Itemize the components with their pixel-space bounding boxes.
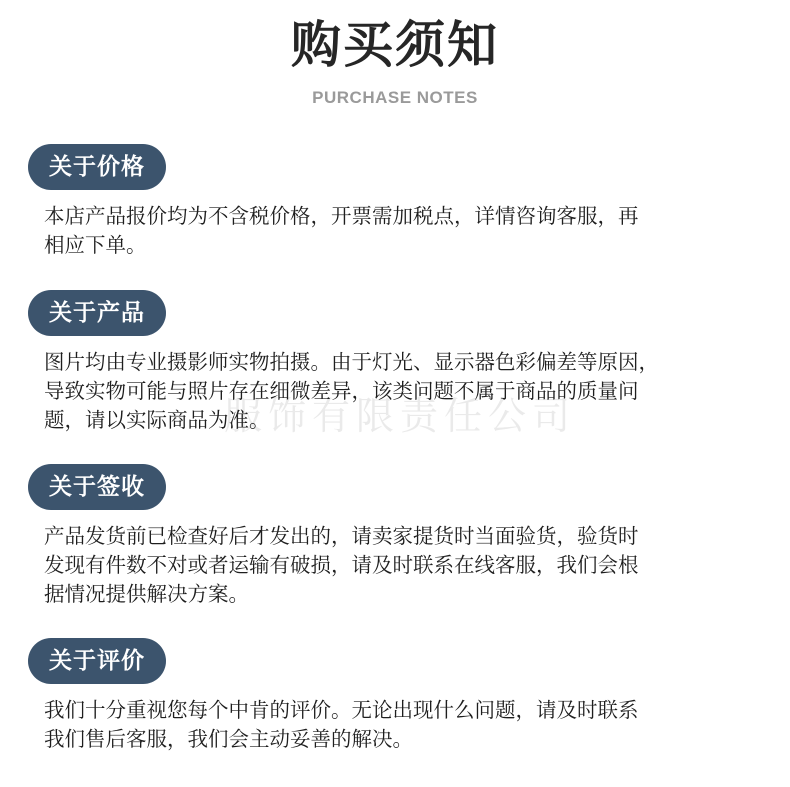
section-body-price bbox=[44, 202, 770, 260]
section-body-line: 我们十分重视您每个中肯的评价。无论出现什么问题，请及时联系 bbox=[44, 698, 639, 722]
section-label-product: 关于产品 bbox=[28, 290, 166, 336]
section-body-review bbox=[44, 696, 770, 754]
section-label-price: 关于价格 bbox=[28, 144, 166, 190]
page-subtitle: PURCHASE NOTES bbox=[312, 88, 478, 107]
section-body-line: 据情况提供解决方案。 bbox=[44, 582, 249, 606]
page-title: 购买须知 bbox=[291, 16, 499, 74]
section-body-line: 发现有件数不对或者运输有破损，请及时联系在线客服，我们会根 bbox=[44, 553, 639, 577]
section-body-line: 我们售后客服，我们会主动妥善的解决。 bbox=[44, 727, 413, 751]
section-body-product bbox=[44, 348, 770, 435]
section-body-receipt bbox=[44, 522, 770, 609]
section-body-line: 相应下单。 bbox=[44, 233, 147, 257]
section-body-line: 图片均由专业摄影师实物拍摄。由于灯光、显示器色彩偏差等原因， bbox=[44, 350, 659, 374]
section-body-line: 导致实物可能与照片存在细微差异，该类问题不属于商品的质量问 bbox=[44, 379, 639, 403]
watermark-text: 服饰有限责任公司 bbox=[223, 394, 576, 438]
section-body-line: 产品发货前已检查好后才发出的，请卖家提货时当面验货，验货时 bbox=[44, 524, 639, 548]
section-label-receipt: 关于签收 bbox=[28, 464, 166, 510]
section-body-line: 题，请以实际商品为准。 bbox=[44, 408, 270, 432]
section-label-review: 关于评价 bbox=[28, 638, 166, 684]
section-body-line: 本店产品报价均为不含税价格，开票需加税点，详情咨询客服，再 bbox=[44, 204, 639, 228]
